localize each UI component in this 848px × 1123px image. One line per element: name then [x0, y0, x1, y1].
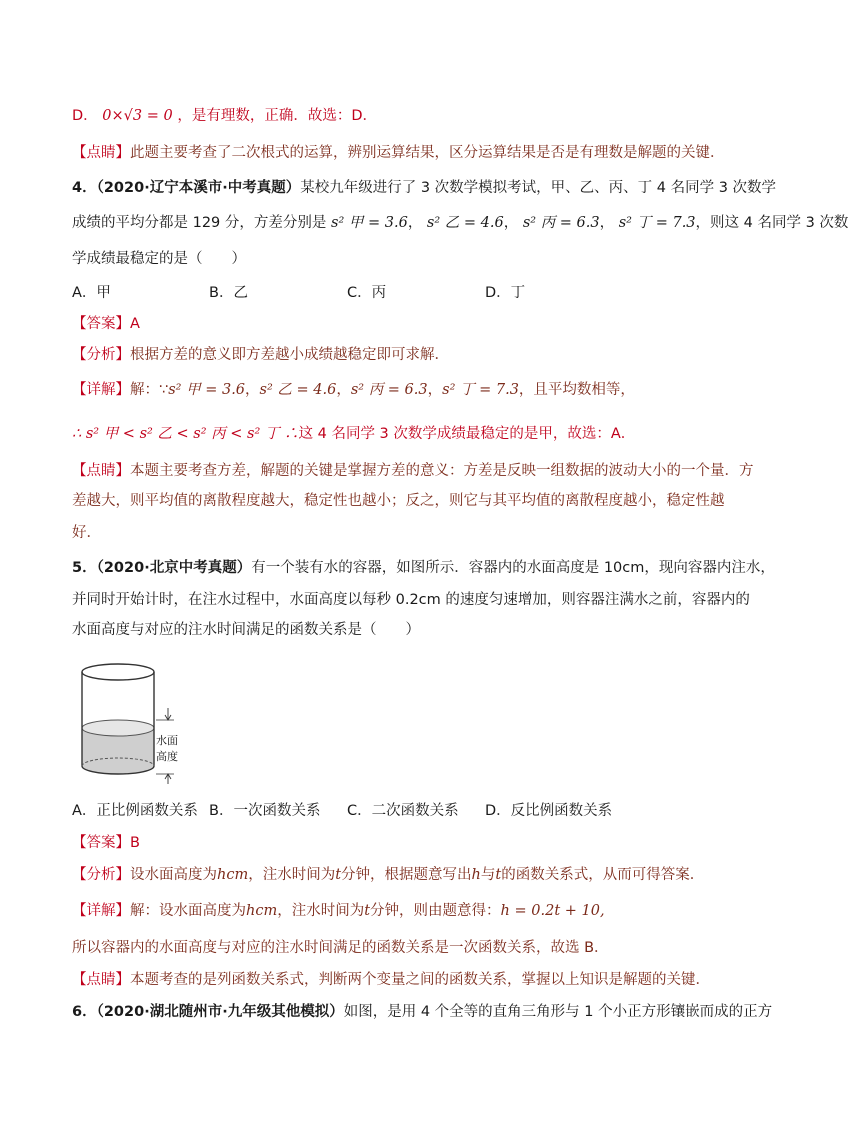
question-source: （2020·北京中考真题）: [96, 560, 252, 576]
section-text: 解：设水面高度为: [130, 903, 246, 919]
section-text: 分钟，则由题意得：: [370, 903, 501, 919]
q4-option-b: B．乙: [209, 285, 248, 301]
question-text: 有一个装有水的容器，如图所示．容器内的水面高度是 10cm，现向容器内注水，: [251, 560, 775, 576]
prev-option-d: [72, 106, 377, 126]
section-text: 好．: [72, 525, 101, 541]
math-variable: t: [335, 867, 342, 883]
section-text: 的函数关系式，从而可得答案．: [501, 867, 705, 883]
q5-line-2: [72, 590, 750, 610]
q5-answer: [72, 833, 140, 853]
question-text: 如图，是用 4 个全等的直角三角形与 1 个小正方形镶嵌而成的正方: [343, 1004, 773, 1020]
q5-line-3: [72, 620, 420, 640]
section-tag: 【详解】: [72, 903, 130, 919]
q4-answer: [72, 314, 140, 334]
section-tag: 【分析】: [72, 867, 130, 883]
question-number: 5．: [72, 560, 97, 576]
q5-detail: [72, 901, 605, 921]
q4-option-a: A．甲: [72, 285, 111, 301]
math-variable: hcm: [217, 867, 249, 883]
q4-dianjing-2: [72, 491, 725, 511]
formula: h = 0.2t + 10,: [500, 903, 605, 919]
section-text: ，注水时间为: [248, 867, 336, 883]
inequality-expression: ∴ s² 甲 < s² 乙 < s² 丙 < s² 丁 ∴: [72, 426, 299, 442]
section-text: 差越大，则平均值的离散程度越大，稳定性也越小；反之，则它与其平均值的离散程度越小，稳定性越: [72, 493, 725, 509]
variance-expression: s² 丁 = 7.3: [618, 215, 696, 231]
variance-expression: s² 丁 = 7.3: [442, 382, 519, 398]
q4-option-c: C．丙: [347, 285, 387, 301]
section-tag: 【答案】: [72, 835, 130, 851]
math-variable: t: [364, 903, 371, 919]
q4-dianjing-1: [72, 461, 754, 481]
q5-option-c: C．二次函数关系: [347, 803, 459, 819]
section-text: 本题主要考查方差，解题的关键是掌握方差的意义：方差是反映一组数据的波动大小的一个量．方: [130, 463, 754, 479]
variance-expression: s² 丙 = 6.3: [522, 215, 600, 231]
q5-line-1: [72, 558, 775, 578]
section-text: ，且平均数相等，: [518, 382, 635, 398]
math-variable: hcm: [246, 903, 278, 919]
question-text: 并同时开始计时，在注水过程中，水面高度以每秒 0.2cm 的速度匀速增加，则容器注满水之前，容器内的: [72, 592, 750, 608]
section-text: 所以容器内的水面高度与对应的注水时间满足的函数关系是一次函数关系，故选 B．: [72, 940, 609, 956]
section-tag: 【点睛】: [72, 463, 130, 479]
section-text: 分钟，根据题意写出: [341, 867, 472, 883]
section-tag: 【点睛】: [72, 972, 130, 988]
sqrt-expression: √3: [123, 108, 143, 124]
q4-analysis: [72, 345, 449, 365]
section-text: 本题考查的是列函数关系式，判断两个变量之间的函数关系，掌握以上知识是解题的关键．: [130, 972, 710, 988]
variance-expression: s² 甲 = 3.6: [331, 215, 408, 231]
section-tag: 【答案】: [72, 316, 130, 332]
question-text: 学成绩最稳定的是（ ）: [72, 251, 246, 267]
q4-detail: 【详解】解：∵s² 甲 = 3.6，s² 乙 = 4.6，s² 丙 = 6.3，s² 丁 = 7.3，且平均数相等，: [72, 382, 635, 398]
section-text: 此题主要考查了二次根式的运算，辨别运算结果，区分运算结果是否是有理数是解题的关键．: [130, 145, 725, 161]
q5-analysis: [72, 865, 704, 885]
question-text: 某校九年级进行了 3 次数学模拟考试，甲、乙、丙、丁 4 名同学 3 次数学: [300, 180, 777, 196]
container-figure: [72, 656, 202, 786]
option-text: ，是有理数，正确．故选：D．: [177, 108, 377, 124]
section-text: 这 4 名同学 3 次数学成绩最稳定的是甲，故选：A．: [298, 426, 636, 442]
figure-label-line2: 高度: [156, 750, 178, 763]
question-number: 6．: [72, 1004, 97, 1020]
math-expression: 0×: [102, 108, 124, 124]
q4-line-1: [72, 178, 776, 198]
question-number: 4．: [72, 180, 97, 196]
section-text: 根据方差的意义即方差越小成绩越稳定即可求解．: [130, 347, 449, 363]
container-top-rim: [82, 664, 154, 680]
variance-expression: s² 甲 = 3.6: [168, 382, 246, 398]
q5-option-b: B．一次函数关系: [209, 803, 321, 819]
q4-option-d: D．丁: [485, 285, 526, 301]
math-variable: h: [471, 867, 481, 883]
variance-expression: s² 乙 = 4.6: [259, 382, 337, 398]
section-tag: 【分析】: [72, 347, 130, 363]
q4-line-3: [72, 249, 246, 269]
section-text: 与: [480, 867, 496, 883]
question-source: （2020·辽宁本溪市·中考真题）: [96, 180, 301, 196]
q5-summary: [72, 938, 609, 958]
q4-line-2: 成绩的平均分都是 129 分，方差分别是 s² 甲 = 3.6， s² 乙 = 4.6， s² 丙 = 6.3， s² 丁 = 7.3，则这 4 名同学 3 次数: [72, 215, 848, 231]
q6-line-1: [72, 1002, 772, 1022]
question-source: （2020·湖北随州市·九年级其他模拟）: [96, 1004, 344, 1020]
dianjing-1: [72, 143, 725, 163]
question-text: 水面高度与对应的注水时间满足的函数关系是（ ）: [72, 622, 420, 638]
section-text: ，注水时间为: [277, 903, 365, 919]
q4-dianjing-3: [72, 523, 101, 543]
section-text: 解：∵: [130, 382, 169, 398]
math-variable: t: [495, 867, 502, 883]
question-text: ，则这 4 名同学 3 次数: [695, 215, 848, 231]
q5-option-a: A．正比例函数关系: [72, 803, 198, 819]
q5-option-d: D．反比例函数关系: [485, 803, 613, 819]
question-text: 成绩的平均分都是 129 分，方差分别是: [72, 215, 327, 231]
answer-value: B: [130, 835, 140, 851]
option-label: D．: [72, 108, 98, 124]
section-tag: 【点睛】: [72, 145, 130, 161]
section-text: 设水面高度为: [130, 867, 217, 883]
q4-conclusion: [72, 424, 635, 444]
variance-expression: s² 丙 = 6.3: [350, 382, 428, 398]
water-surface: [82, 720, 154, 736]
q5-dianjing: [72, 970, 710, 990]
math-expression: = 0: [142, 108, 173, 124]
variance-expression: s² 乙 = 4.6: [426, 215, 504, 231]
section-tag: 【详解】: [72, 382, 130, 398]
answer-value: A: [130, 316, 140, 332]
figure-label-line1: 水面: [156, 734, 178, 747]
